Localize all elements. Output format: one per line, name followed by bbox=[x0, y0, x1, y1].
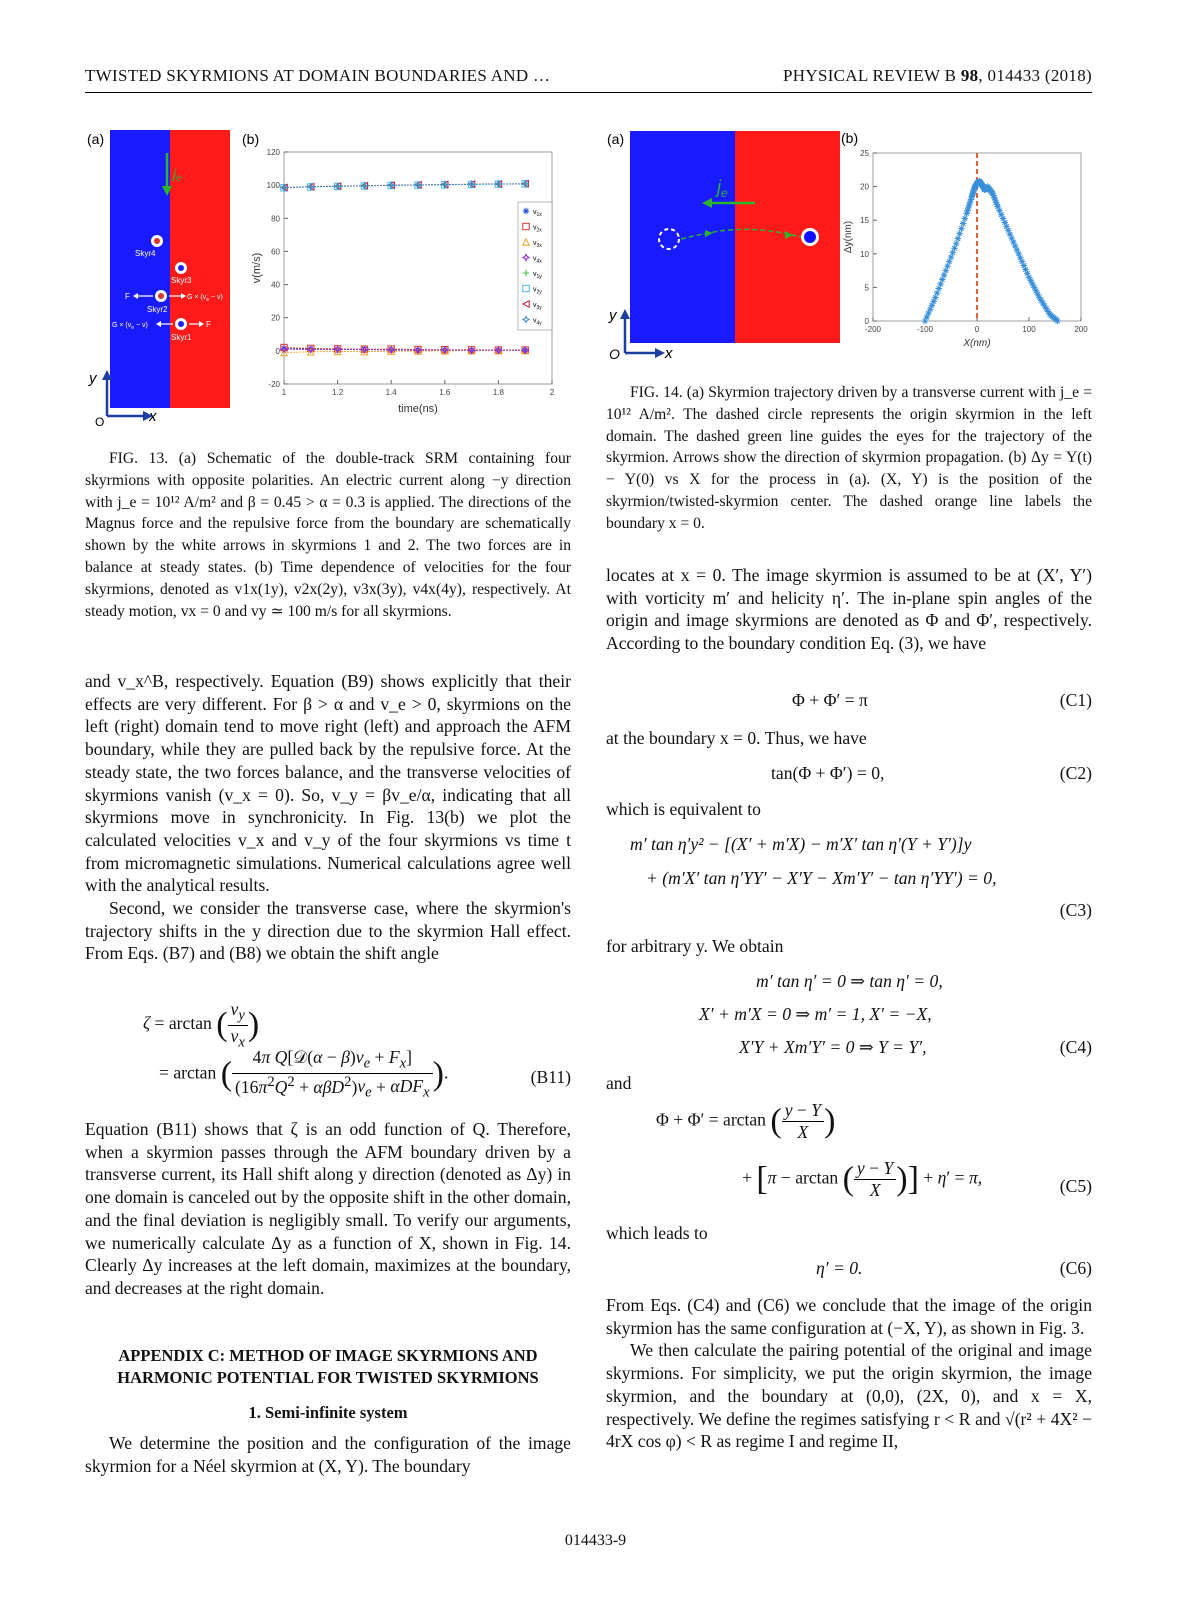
equation-c2 bbox=[606, 763, 1092, 789]
svg-text:F: F bbox=[125, 292, 130, 301]
y-tick-label: 80 bbox=[271, 214, 280, 224]
y-tick-label: 25 bbox=[860, 149, 869, 158]
fig13-panel-a bbox=[85, 128, 245, 428]
fig14-panel-a bbox=[605, 127, 845, 362]
x-axis-label: X(nm) bbox=[963, 338, 991, 349]
y-tick-label: 20 bbox=[860, 182, 869, 192]
equation-c4 bbox=[606, 971, 1092, 1067]
fig14-panel-b bbox=[835, 127, 1095, 357]
journal-name: PHYSICAL REVIEW B bbox=[783, 66, 961, 85]
paragraph: Equation (B11) shows that ζ is an odd function of Q. Therefore, when a skyrmion passes through the AFM boundary driven by a transverse current, its Hall shift along y direction (denoted as Δy) in one domain is canceled out by the opposite shift in the other domain, and the final deviation is negligibly small. To verify our arguments, we numerically calculate Δy as a function of X, shown in Fig. 14. Clearly Δy increases at the left domain, maximizes at the boundary, and decreases at the right domain. bbox=[85, 1119, 571, 1298]
y-axis-label: Δy(nm) bbox=[843, 220, 854, 254]
equation-c6 bbox=[606, 1258, 1092, 1284]
legend-label: $v_{3y}$ bbox=[533, 302, 542, 311]
data-point bbox=[955, 235, 961, 241]
svg-text:x: x bbox=[149, 408, 157, 425]
x-tick-label: 1.4 bbox=[385, 388, 397, 397]
equation-c3 bbox=[606, 834, 1092, 924]
x-tick-label: 100 bbox=[1022, 325, 1036, 334]
svg-text:y: y bbox=[89, 370, 97, 387]
equation-text: Φ + Φ′ = π bbox=[792, 690, 868, 710]
svg-text:O: O bbox=[609, 346, 620, 362]
x-tick-label: 1.8 bbox=[492, 388, 504, 397]
running-header-journal bbox=[783, 66, 1092, 86]
equation-text: X′Y + Xm′Y′ = 0 ⇒ Y = Y′, bbox=[739, 1037, 927, 1057]
series-line bbox=[284, 351, 525, 353]
legend-label: $v_{1x}$ bbox=[533, 209, 542, 218]
paragraph: and v_x^B, respectively. Equation (B9) shows explicitly that their effects are very different. For β > α and v_e > 0, skyrmions on the left (right) domain tend to move right (left) and approach the AFM boundary, while they are pulled back by the repulsive force. At the steady state, the two forces balance, and the transverse velocities of skyrmions vanish (v_x = 0). So, v_y = βv_e/α, indicating that all skyrmions move in synchronicity. In Fig. 13(b) we plot the calculated velocities v_x and v_y of the four skyrmions vs time t from micromagnetic simulations. Numerical calculations agree well with the analytical results. bbox=[85, 671, 571, 896]
svg-text:je: $j_e$ bbox=[173, 165, 182, 184]
data-point bbox=[960, 220, 966, 226]
svg-text:G × (ve − v): $G \times (v_e - v)$ bbox=[112, 322, 148, 331]
equation-text: tan(Φ + Φ′) = 0, bbox=[771, 763, 885, 783]
appendix-title: APPENDIX C: METHOD OF IMAGE SKYRMIONS AND HARMONIC POTENTIAL FOR TWISTED SKYRMIONS bbox=[117, 1346, 539, 1387]
paragraph: We then calculate the pairing potential of the original and image skyrmions. For simplicity, we put the origin skyrmion, the image skyrmion, and the boundary at (0,0), (2X, 0), and x = X, respectively. We define the regimes satisfying r < R and √(r² + 4X² − 4rX cos φ) < R as regime I and regime II, bbox=[606, 1340, 1092, 1452]
y-tick-label: 15 bbox=[860, 216, 869, 226]
paragraph: which leads to bbox=[606, 1223, 708, 1243]
text-line bbox=[606, 1222, 1092, 1245]
data-point bbox=[958, 225, 964, 231]
equation-number: (C6) bbox=[1059, 1258, 1092, 1278]
equation-text: X′ + m′X = 0 ⇒ m′ = 1, X′ = −X, bbox=[699, 1004, 932, 1024]
left-domain bbox=[630, 131, 735, 343]
paragraph: which is equivalent to bbox=[606, 799, 761, 819]
equation-number: (C5) bbox=[1059, 1176, 1092, 1196]
paragraph: We determine the position and the configuration of the image skyrmion for a Néel skyrmion at (X, Y). The boundary bbox=[85, 1433, 571, 1476]
y-tick-label: 20 bbox=[271, 313, 280, 323]
data-point bbox=[1054, 318, 1060, 324]
svg-text:je: $j_e$ bbox=[717, 177, 728, 200]
svg-text:Skyr4: Skyr4 bbox=[135, 249, 156, 258]
equation-c5: Φ + Φ′ = arctan ( $\frac{y - Y}{X}$ ) + [π − arctan ( $\frac{y - Y}{X}$ )] + η′ = π, (C5) bbox=[656, 1100, 1092, 1200]
equation-text: η′ = 0. bbox=[816, 1258, 863, 1278]
y-tick-label: 5 bbox=[864, 283, 869, 293]
equation-text: m′ tan η′y² − [(X′ + m′X) − m′X′ tan η′(Y + Y′)]y bbox=[630, 834, 972, 854]
equation-text: m′ tan η′ = 0 ⇒ tan η′ = 0, bbox=[756, 971, 943, 991]
data-point bbox=[523, 208, 529, 214]
legend-label: $v_{2x}$ bbox=[533, 224, 542, 234]
x-axis-label: time(ns) bbox=[398, 403, 438, 415]
fig13-panel-b bbox=[240, 128, 570, 418]
legend-label: $v_{2y}$ bbox=[533, 286, 542, 296]
svg-text:Skyr2: Skyr2 bbox=[147, 305, 168, 314]
journal-article: , 014433 (2018) bbox=[978, 66, 1092, 85]
equation-number: (B11) bbox=[530, 1067, 571, 1087]
paragraph: locates at x = 0. The image skyrmion is assumed to be at (X′, Y′) with vorticity m′ and helicity η′. The in-plane spin angles of the origin and image skyrmions are denoted as Φ and Φ′, respectively. According to the boundary condition Eq. (3), we have bbox=[606, 565, 1092, 654]
y-tick-label: -20 bbox=[268, 380, 280, 389]
x-tick-label: 2 bbox=[549, 388, 555, 397]
y-tick-label: 100 bbox=[266, 181, 280, 191]
panel-label: (a) bbox=[87, 131, 105, 147]
text-line bbox=[606, 798, 1092, 821]
data-point bbox=[956, 230, 962, 236]
data-point bbox=[953, 241, 959, 247]
paragraph: From Eqs. (C4) and (C6) we conclude that the image of the origin skyrmion has the same configuration at (−X, Y), as shown in Fig. 3. bbox=[606, 1295, 1092, 1338]
y-tick-label: 40 bbox=[271, 280, 280, 290]
right-column-end bbox=[606, 1294, 1092, 1453]
legend-label: $v_{1y}$ bbox=[533, 271, 542, 280]
legend-label: $v_{4x}$ bbox=[533, 255, 542, 265]
fig14-caption-text: FIG. 14. (a) Skyrmion trajectory driven by a transverse current with j_e = 10¹² A/m². The dashed circle represents the origin skyrmion in the left domain. The dashed green line guides the eyes for the trajectory of the skyrmion. Arrows show the direction of skyrmion propagation. (b) Δy = Y(t) − Y(0) vs X for the process in (a). (X, Y) is the position of the skyrmion/twisted-skyrmion center. The dashed orange line labels the boundary x = 0. bbox=[606, 384, 1092, 532]
svg-text:O: O bbox=[95, 415, 105, 428]
equation-c1 bbox=[606, 690, 1092, 716]
running-header-title: TWISTED SKYRMIONS AT DOMAIN BOUNDARIES AND … bbox=[85, 66, 551, 85]
subsection-title: 1. Semi-infinite system bbox=[248, 1403, 408, 1422]
legend-label: $v_{3x}$ bbox=[533, 240, 542, 249]
equation-number: (C4) bbox=[1059, 1037, 1092, 1057]
y-tick-label: 60 bbox=[271, 247, 280, 257]
page-number: 014433-9 bbox=[564, 1532, 627, 1549]
y-tick-label: 0 bbox=[864, 317, 869, 326]
y-axis-label: v(m/s) bbox=[251, 252, 263, 284]
y-tick-label: 10 bbox=[860, 249, 869, 259]
x-tick-label: 1.2 bbox=[332, 388, 344, 397]
y-tick-label: 120 bbox=[266, 148, 280, 157]
data-point bbox=[962, 215, 968, 221]
equation-number: (C2) bbox=[1059, 763, 1092, 783]
journal-volume: 98 bbox=[960, 66, 979, 85]
equation-b11: ζ = arctan ( $\frac{v_y}{v_x}$ ) = arctan ( $\frac{4\pi Q[𝒟(\alpha - \beta)v_e + F_x]}{(16\pi^2Q^2 + \alpha\beta D^2)v_e + \alpha DF_x}$ ). (B11) bbox=[143, 999, 571, 1101]
left-column-cont bbox=[85, 1118, 571, 1300]
panel-label: (b) bbox=[841, 130, 859, 146]
header-rule bbox=[85, 92, 1092, 93]
text-line bbox=[606, 1072, 1092, 1095]
x-tick-label: 1.6 bbox=[439, 388, 451, 397]
right-column-top bbox=[606, 564, 1092, 655]
x-tick-label: -100 bbox=[916, 325, 934, 334]
x-tick-label: 0 bbox=[974, 325, 980, 334]
equation-text: + (m′X′ tan η′YY′ − X′Y − Xm′Y′ − tan η′YY′) = 0, bbox=[646, 868, 997, 888]
svg-text:Skyr3: Skyr3 bbox=[171, 276, 192, 285]
svg-text:Skyr1: Skyr1 bbox=[171, 333, 192, 342]
y-tick-label: 0 bbox=[275, 346, 280, 356]
paragraph: for arbitrary y. We obtain bbox=[606, 936, 784, 956]
fig13-caption bbox=[85, 448, 571, 622]
text-line bbox=[606, 935, 1092, 958]
svg-text:y: y bbox=[609, 307, 617, 324]
svg-text:(a): (a) bbox=[607, 131, 625, 147]
equation-number: (C3) bbox=[1059, 900, 1092, 920]
text-line bbox=[606, 727, 1092, 750]
svg-text:G × (ve − v): $G \times (v_e - v)$ bbox=[187, 294, 223, 303]
paragraph: and bbox=[606, 1073, 632, 1093]
left-domain bbox=[110, 130, 170, 408]
x-tick-label: 200 bbox=[1074, 325, 1088, 334]
svg-text:x: x bbox=[665, 345, 673, 362]
x-tick-label: 1 bbox=[281, 388, 287, 397]
paragraph: Second, we consider the transverse case, where the skyrmion's trajectory shifts in the y direction due to the skyrmion Hall effect. From Eqs. (B7) and (B8) we obtain the shift angle bbox=[85, 898, 571, 964]
panel-label: (b) bbox=[242, 131, 260, 147]
left-column bbox=[85, 670, 571, 965]
fig13-caption-text: FIG. 13. (a) Schematic of the double-track SRM containing four skyrmions with opposite polarities. An electric current along −y direction with j_e = 10¹² A/m² and β = 0.45 > α = 0.3 is applied. The directions of the Magnus force and the repulsive force from the boundary are schematically shown by the white arrows in skyrmions 1 and 2. The two forces are in balance at steady states. (b) Time dependence of velocities for the four skyrmions, denoted as v1x(1y), v2x(2y), v3x(3y), v4x(4y), respectively. At steady motion, vx = 0 and vy ≃ 100 m/s for all skyrmions. bbox=[85, 450, 571, 620]
fig14-caption bbox=[606, 382, 1092, 535]
left-column-end bbox=[85, 1432, 571, 1477]
legend-box bbox=[518, 202, 552, 330]
svg-text:F: F bbox=[206, 320, 211, 329]
equation-number: (C1) bbox=[1059, 690, 1092, 710]
paragraph: at the boundary x = 0. Thus, we have bbox=[606, 728, 867, 748]
legend-label: $v_{4y}$ bbox=[533, 317, 542, 327]
x-tick-label: -200 bbox=[864, 325, 882, 334]
